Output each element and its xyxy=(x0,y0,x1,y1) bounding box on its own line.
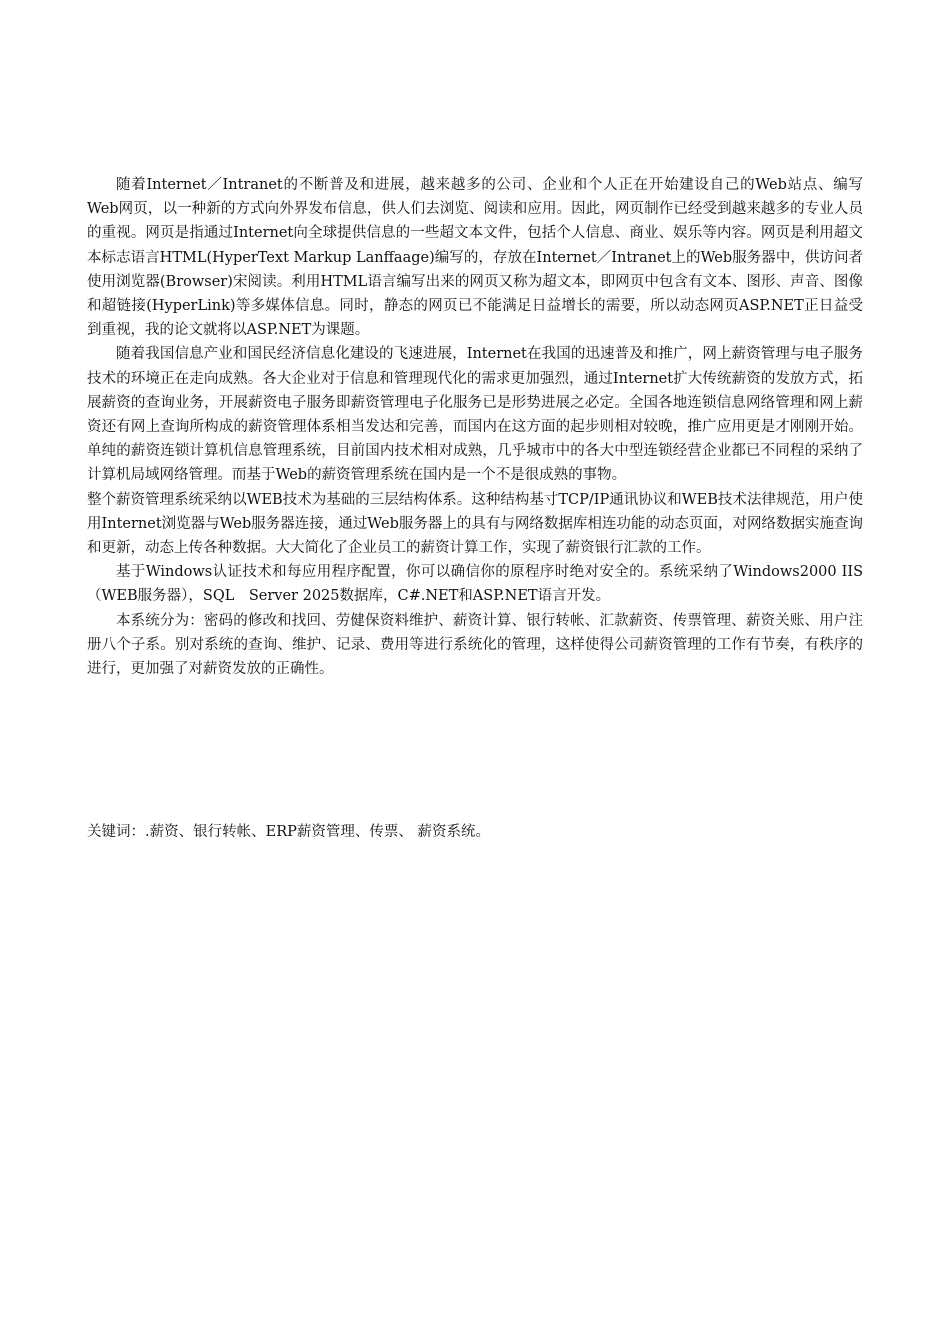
paragraph-architecture: 整个薪资管理系统采纳以WEB技术为基础的三层结构体系。这种结构基寸TCP/IP通讯协议和WEB技术法律规范，用户使用Internet浏览器与Web服务器连接，通过Web服务器上的具有与网络数据库相连功能的动态页面，对网络数据实施查询和更新，动态上传各种数据。大大简化了企业员工的薪资计算工作，实现了薪资银行汇款的工作。 xyxy=(87,491,863,557)
paragraph-subsystems: 本系统分为：密码的修改和找回、劳健保资料维护、薪资计算、银行转帐、汇款薪资、传票管理、薪资关账、用户注册八个子系。别对系统的查询、维护、记录、费用等进行系统化的管理，这样使得公司薪资管理的工作有节奏，有秩序的进行，更加强了对薪资发放的正确性。 xyxy=(87,612,863,678)
paragraph-security: 基于Windows认证技术和每应用程序配置，你可以确信你的原程序时绝对安全的。系统采纳了Windows2000 IIS（WEB服务器），SQL Server 2025数据库，C#.NET和ASP.NET语言开发。 xyxy=(87,564,863,605)
paragraph-industry-development: 随着我国信息产业和国民经济信息化建设的飞速进展，Internet在我国的迅速普及和推广，网上薪资管理与电子服务技术的环境正在走向成熟。各大企业对于信息和管理现代化的需求更加强烈，通过Internet扩大传统薪资的发放方式，拓展薪资的查询业务，开展薪资电子服务即薪资管理电子化服务已是形势进展之必定。全国各地连锁信息网络管理和网上薪资还有网上查询所构成的薪资管理体系相当发达和完善，而国内在这方面的起步则相对较晚，推广应用更是才刚刚开始。单纯的薪资连锁计算机信息管理系统，目前国内技术相对成熟，几乎城市中的各大中型连锁经营企业都已不同程的采纳了计算机局域网络管理。而基于Web的薪资管理系统在国内是一个不是很成熟的事物。 xyxy=(87,346,863,484)
abstract-body xyxy=(87,173,863,681)
paragraph-intro-web: 随着Internet／Intranet的不断普及和进展，越来越多的公司、企业和个人正在开始建设自己的Web站点、编写Web网页，以一种新的方式向外界发布信息，供人们去浏览、阅读和应用。因此，网页制作已经受到越来越多的专业人员的重视。网页是指通过Internet向全球提供信息的一些超文本文件，包括个人信息、商业、娱乐等内容。网页是利用超文本标志语言HTML(HyperText Markup Lanffaage)编写的，存放在Internet／Intranet上的Web服务器中，供访问者使用浏览器(Browser)宋阅读。利用HTML语言编写出来的网页又称为超文本，即网页中包含有文本、图形、声音、图像和超链接(HyperLink)等多媒体信息。同时，静态的网页已不能满足日益增长的需要，所以动态网页ASP.NET正日益受到重视，我的论文就将以ASP.NET为课题。 xyxy=(87,177,863,339)
keywords-line: 关键词：.薪资、银行转帐、ERP薪资管理、传票、 薪资系统。 xyxy=(87,824,490,840)
